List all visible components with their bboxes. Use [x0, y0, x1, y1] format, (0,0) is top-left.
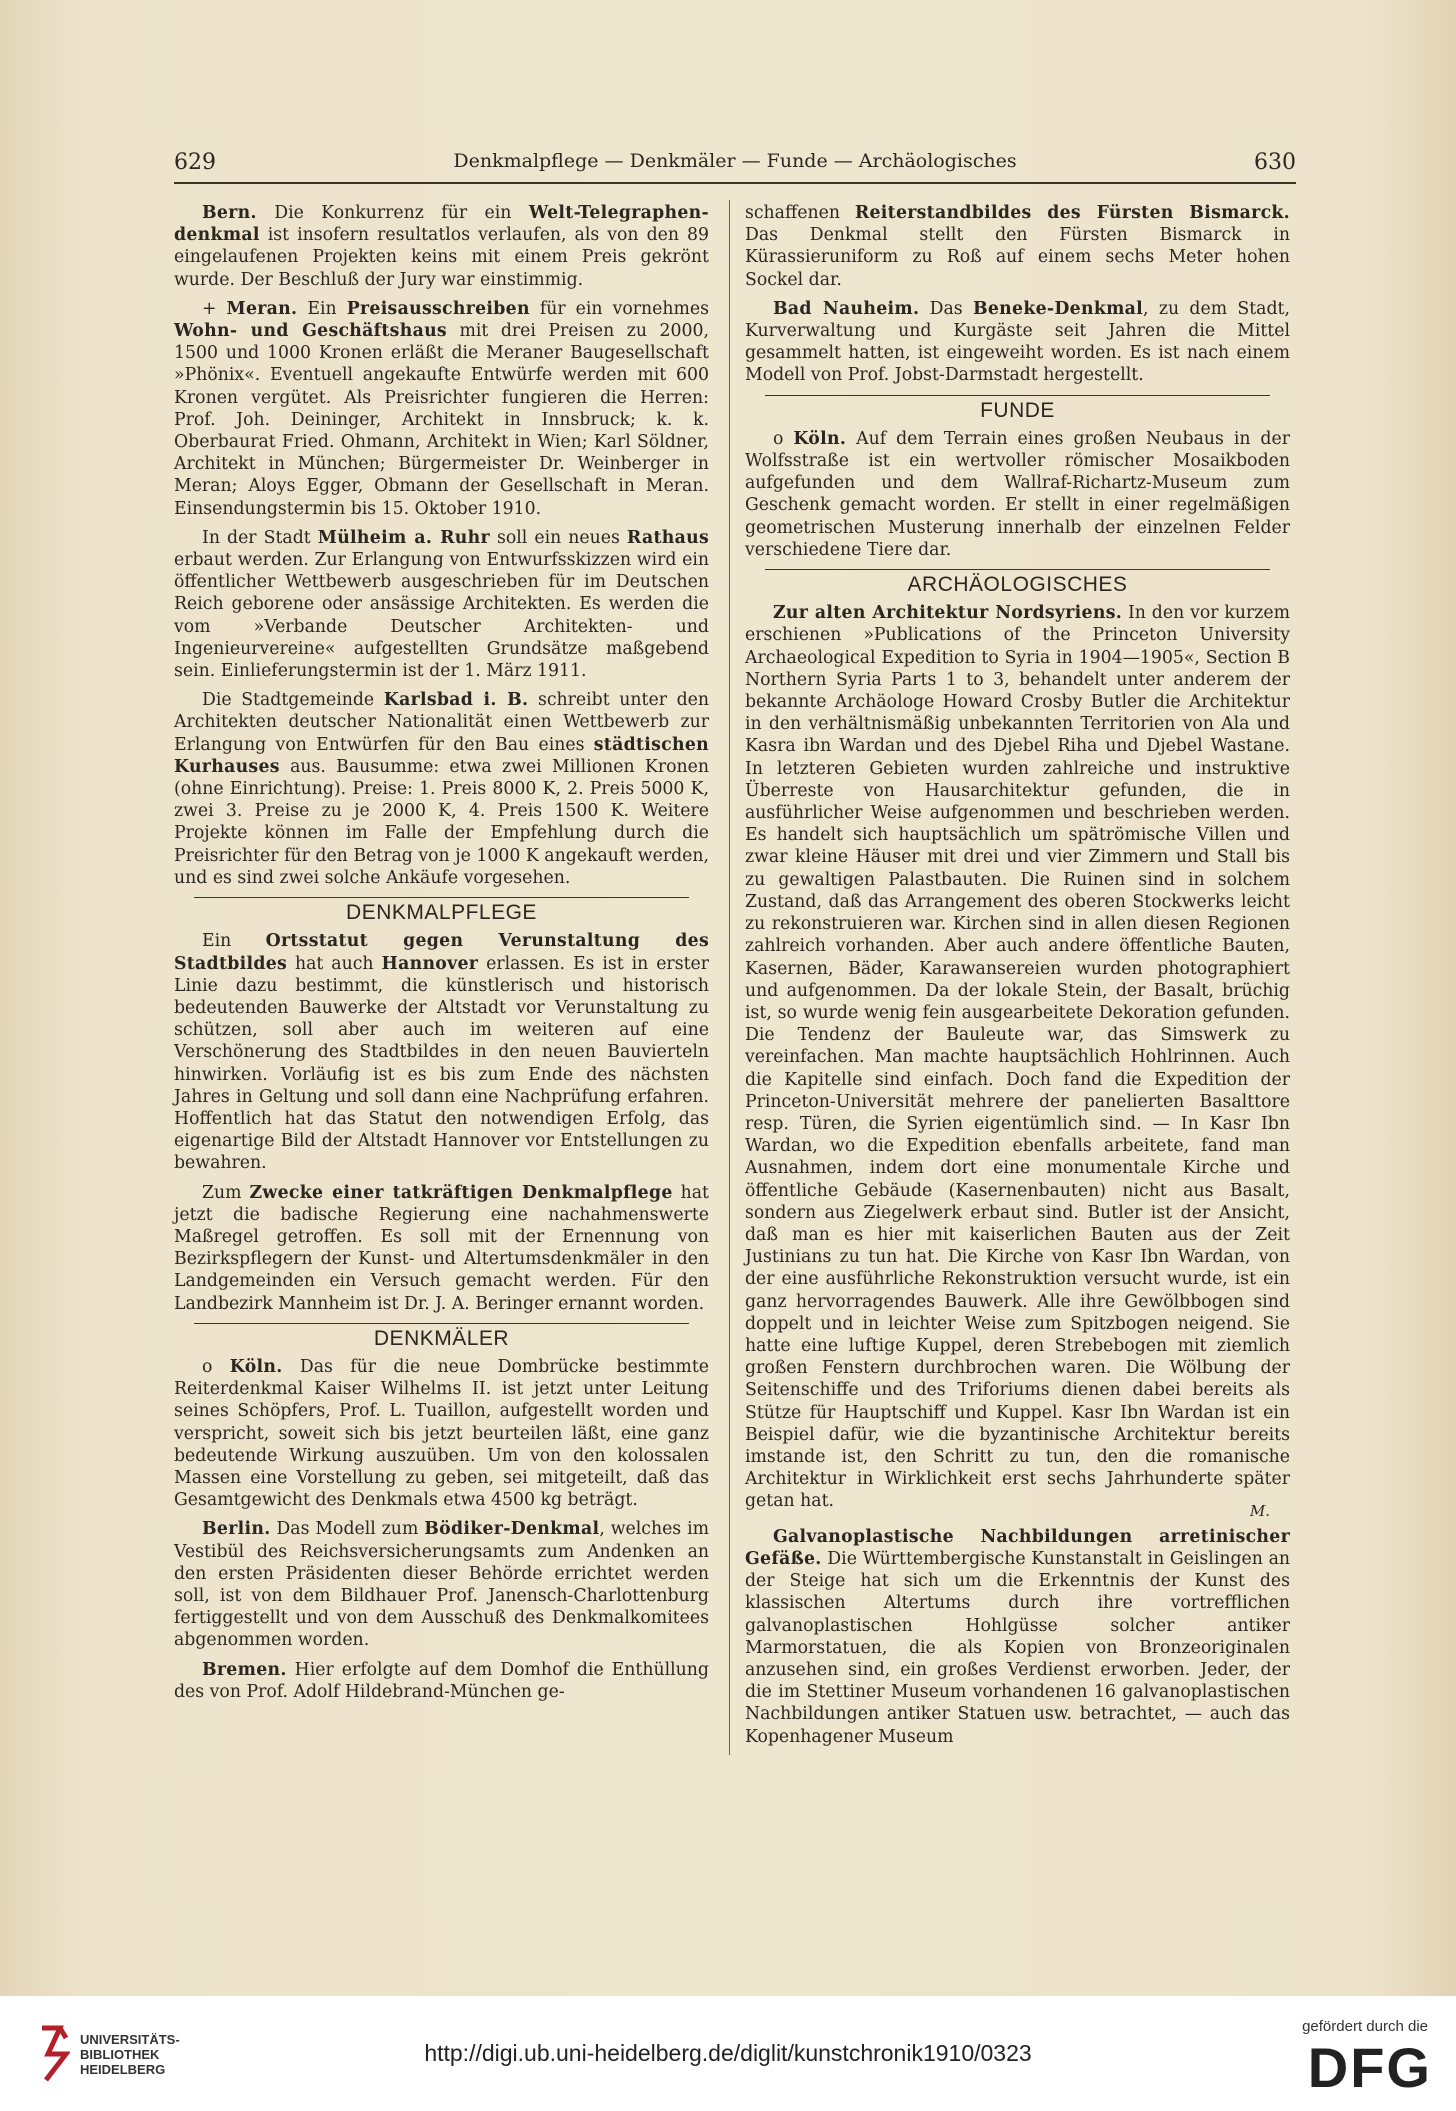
- section-heading-denkmalpflege: DENKMALPFLEGE: [346, 901, 537, 925]
- page-number-right: 630: [1254, 150, 1296, 175]
- article-muelheim: In der Stadt Mülheim a. Ruhr soll ein neues Rathaus erbaut werden. Zur Erlangung von Entwurfsskizzen wird ein öffentlicher Wettbewerb ausgeschrieben für im Deutschen Reich geborene oder ansässige Architekten. Es werden die vom »Verbande Deutscher Architekten- und Ingenieurvereine« aufgestellten Grundsätze maßgebend sein. Einlieferungstermin ist der 1. März 1911.: [174, 527, 710, 682]
- article-galvanoplastik: Galvanoplastische Nachbildungen arretinischer Gefäße. Die Württembergische Kunstanstalt in Geislingen an der Steige hat sich um die Erkenntnis der Kunst des klassischen Altertums durch ihre vortrefflichen galvanoplastischen Hohlgüsse solcher antiker Marmorstatuen, die als Kopien von Bronzeoriginalen anzusehen sind, ein großes Verdienst erworben. Jeder, der die im Stettiner Museum vorhandenen 16 galvanoplastischen Nachbildungen antiker Statuen usw. betrachtet, — auch das Kopenhagener Museum: [745, 1526, 1290, 1747]
- article-hannover: Ein Ortsstatut gegen Verunstaltung des Stadtbildes hat auch Hannover erlassen. Es ist in erster Linie dazu bestimmt, die künstlerisch und historisch bedeutenden Bauwerke der Altstadt vor Verunstaltung zu schützen, soll aber auch im weiteren auf eine Verschönerung des Stadtbildes in den neuen Bauvierteln hinwirken. Vorläufig ist es bis zum Ende des nächsten Jahres in Geltung und soll dann eine Nachprüfung erfahren. Hoffentlich hat das Statut den notwendigen Erfolg, das eigenartige Bild der Altstadt Hannover vor Entstellungen zu bewahren.: [174, 931, 709, 1174]
- author-signature: M.: [1249, 1501, 1270, 1520]
- article-berlin: Berlin. Das Modell zum Bödiker-Denkmal, welches im Vestibül des Reichsversicherungsamts zum Andenken an den ersten Präsidenten dieser Behörde errichtet werden soll, ist von dem Bildhauer Prof. Janensch-Charlottenburg fertiggestellt und von dem Ausschuß des Denkmalkomitees abgenommen worden.: [174, 1519, 709, 1651]
- section-heading-funde: FUNDE: [980, 398, 1055, 422]
- article-bremen: Bremen. Hier erfolgte auf dem Domhof die Enthüllung des von Prof. Adolf Hildebrand-München ge-: [174, 1659, 709, 1702]
- library-name: UNIVERSITÄTS- BIBLIOTHEK HEIDELBERG: [80, 2032, 180, 2077]
- page-number-left: 629: [174, 150, 216, 175]
- left-column: [174, 202, 709, 1710]
- permalink-url[interactable]: http://digi.ub.uni-heidelberg.de/diglit/kunstchronik1910/0323: [424, 2040, 1032, 2066]
- article-bremen-cont: schaffenen Reiterstandbildes des Fürsten Bismarck. Das Denkmal stellt den Fürsten Bismarck in Kürassieruniform zu Roß auf einem sechs Meter hohen Sockel dar.: [745, 203, 1290, 290]
- header-rule: [174, 182, 1296, 184]
- section-heading-archaeologisches: ARCHÄOLOGISCHES: [907, 573, 1128, 597]
- section-rule: [194, 897, 689, 898]
- article-bern: Bern. Die Konkurrenz für ein Welt-Telegraphen-denkmal ist insofern resultatlos verlaufen, als von den 89 eingelaufenen Projekten keins mit einem Preis gekrönt wurde. Der Beschluß der Jury war einstimmig.: [174, 203, 709, 290]
- article-baden: Zum Zwecke einer tatkräftigen Denkmalpflege hat jetzt die badische Regierung eine nachahmenswerte Maßregel getroffen. Es soll mit der Ernennung von Bezirkspflegern der Kunst- und Altertumsdenkmäler in den Landgemeinden ein Versuch gemacht werden. Für den Landbezirk Mannheim ist Dr. J. A. Beringer ernannt worden.: [174, 1182, 709, 1314]
- section-rule: [194, 1323, 689, 1324]
- running-head: [174, 146, 1296, 180]
- funding-label: gefördert durch die: [1302, 2018, 1428, 2035]
- article-bad-nauheim: Bad Nauheim. Das Beneke-Denkmal, zu dem Stadt, Kurverwaltung und Kurgäste seit Jahren die Mittel gesammelt hatten, ist eingeweiht worden. Es ist nach einem Modell von Prof. Jobst-Darmstadt hergestellt.: [745, 298, 1290, 386]
- dfg-logo[interactable]: DFG: [1307, 2036, 1432, 2099]
- running-title: Denkmalpflege — Denkmäler — Funde — Archäologisches: [453, 150, 1017, 172]
- article-meran: + Meran. Ein Preisausschreiben für ein vornehmes Wohn- und Geschäftshaus mit drei Preisen zu 2000, 1500 und 1000 Kronen erläßt die Meraner Baugesellschaft »Phönix«. Eventuell angekaufte Entwürfe werden mit 600 Kronen vergütet. Als Preisrichter fungieren die Herren: Prof. Joh. Deininger, Architekt in Innsbruck; k. k. Oberbaurat Fried. Ohmann, Architekt in Wien; Karl Söldner, Architekt in München; Bürgermeister Dr. Weinberger in Meran; Aloys Egger, Obmann der Gesellschaft in Meran. Einsendungstermin bis 15. Oktober 1910.: [174, 298, 710, 519]
- footer-bar: [0, 1996, 1456, 2111]
- article-karlsbad: Die Stadtgemeinde Karlsbad i. B. schreibt unter den Architekten deutscher Nationalität einen Wettbewerb zur Erlangung von Entwürfen für den Bau eines städtischen Kurhauses aus. Bausumme: etwa zwei Millionen Kronen (ohne Einrichtung). Preise: 1. Preis 8000 K, 2. Preis 5000 K, zwei 3. Preise zu je 2000 K, 4. Preis 1500 K. Weitere Projekte können im Falle der Empfehlung durch die Preisrichter für den Betrag von je 1000 K angekauft werden, und es sind zwei solche Ankäufe vorgesehen.: [174, 690, 709, 888]
- article-koeln-fund: o Köln. Auf dem Terrain eines großen Neubaus in der Wolfsstraße ist ein wertvoller römischer Mosaikboden aufgefunden und dem Wallraf-Richartz-Museum zum Geschenk gemacht worden. Er stellt in einer regelmäßigen geometrischen Musterung innerhalb der einzelnen Felder verschiedene Tiere dar.: [745, 428, 1290, 560]
- section-rule: [765, 569, 1270, 570]
- right-column: [745, 202, 1290, 1755]
- article-nordsyrien: Zur alten Architektur Nordsyriens. In den vor kurzem erschienen »Publications of the Princeton University Archaeological Expedition to Syria in 1904—1905«, Section B Northern Syria Parts 1 to 3, behandelt unter anderem der bekannte Archäologe Howard Crosby Butler die Architektur in den verhältnismäßig unbekannten Territorien von Ala und Kasra ibn Wardan und des Djebel Riha und Djebel Wastane. In letzteren Gebieten wurden zahlreiche und instruktive Überreste von Hausarchitektur gefunden, die in ausführlicher Weise aufgenommen und beschrieben werden. Es handelt sich hauptsächlich um spätrömische Villen und zwar kleine Häuser mit drei und vier Zimmern und Stall bis zu gewaltigen Palastbauten. Die Ruinen sind in solchem Zustand, daß das Arrangement des oberen Stockwerks leicht zu rekonstruieren war. Kirchen sind in allen diesen Regionen zahlreich vorhanden. Aber auch andere öffentliche Bauten, Kasernen, Bäder, Karawansereien wurden photographiert und aufgenommen. Da der lokale Stein, der Basalt, brüchig ist, so wurde wenig fein ausgearbeitete Dekoration gefunden. Die Tendenz der Bauleute war, das Simswerk zu vereinfachen. Man machte hauptsächlich Hohlrinnen. Auch die Kapitelle sind einfach. Doch fand die Expedition der Princeton-Universität mehrere der panelierten Basalttore resp. Türen, die Syrien eigentümlich sind. — In Kasr Ibn Wardan, wo die Expedition ebenfalls arbeitete, fand man Ausnahmen, indem dort eine monumentale Kirche und öffentliche Gebäude (Kasernenbauten) nicht aus Basalt, sondern aus Ziegelwerk erbaut sind. Butler ist der Ansicht, daß man es hier mit kaiserlichen Bauten aus der Zeit Justinians zu tun hat. Die Kirche von Kasr Ibn Wardan, von der eine ausführliche Rekonstruktion versucht wurde, ist ein ganz hervorragendes Bauwerk. Alle ihre Gewölbbogen sind doppelt und in leichter Weise zum Spitzbogen neigend. Sie hatte eine luftige Kuppel, deren Strebebogen mit ziemlich großen Fenstern durchbrochen waren. Die Wölbung der Seitenschiffe und des Triforiums dienen dabei bereits als Stütze für Hauptschiff und Kuppel. Kasr Ibn Wardan ist ein Beispiel dafür, wie die byzantinische Architektur bereits imstande ist, den Schritt zu tun, den die romanische Architektur in Wirklichkeit erst sechs Jahrhunderte später getan hat.: [745, 603, 1291, 1512]
- section-heading-denkmaeler: DENKMÄLER: [373, 1326, 510, 1350]
- article-koeln-denkmal: o Köln. Das für die neue Dombrücke bestimmte Reiterdenkmal Kaiser Wilhelms II. ist jetzt unter Leitung seines Schöpfers, Prof. L. Tuaillon, aufgestellt worden und verspricht, soweit sich bis jetzt beurteilen läßt, eine ganz bedeutende Wirkung auszuüben. Um von den kolossalen Massen eine Vorstellung zu geben, sei mitgeteilt, daß das Gesamtgewicht des Denkmals etwa 4500 kg beträgt.: [174, 1356, 709, 1511]
- column-divider: [729, 200, 730, 1755]
- section-rule: [765, 395, 1270, 396]
